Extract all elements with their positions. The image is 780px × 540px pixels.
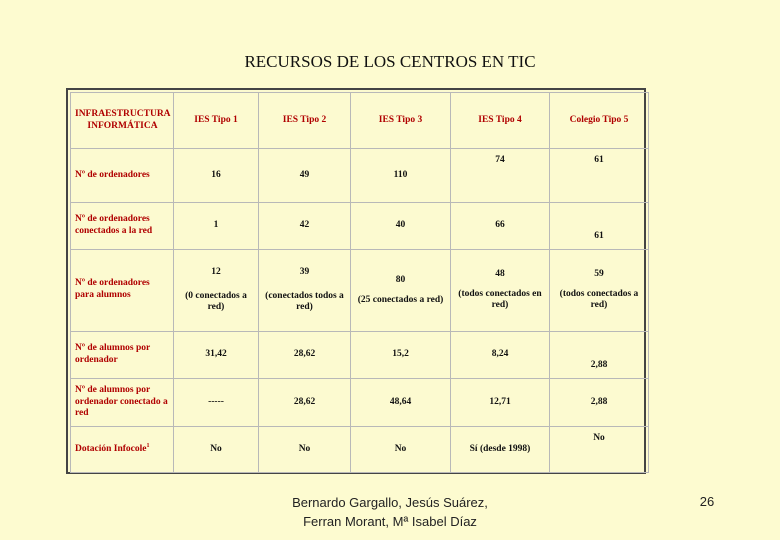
col-header-ies-4: IES Tipo 4 xyxy=(451,93,550,149)
table-cell: 48,64 xyxy=(351,379,451,427)
cell-note: (0 conectados a red) xyxy=(185,290,247,313)
table-cell xyxy=(259,250,351,332)
data-table xyxy=(70,92,649,473)
table-row xyxy=(71,250,649,332)
cell-note: (todos conectados a red) xyxy=(559,288,639,311)
footnote-marker: 1 xyxy=(146,442,150,449)
table-cell: 66 xyxy=(451,203,550,250)
table-cell: 15,2 xyxy=(351,332,451,379)
table-row xyxy=(71,427,649,473)
col-header-ies-2: IES Tipo 2 xyxy=(259,93,351,149)
cell-value: 59 xyxy=(594,268,604,279)
resources-table xyxy=(66,88,646,474)
table-row xyxy=(71,203,649,250)
row-label: Nº de ordenadores para alumnos xyxy=(71,250,174,332)
page-number: 26 xyxy=(699,494,715,509)
cell-value: 39 xyxy=(299,266,310,277)
cell-value: 12 xyxy=(211,266,221,277)
table-cell xyxy=(174,250,259,332)
table-cell: 8,24 xyxy=(451,332,550,379)
table-cell: 2,88 xyxy=(550,379,649,427)
table-cell: ----- xyxy=(174,379,259,427)
table-cell: 49 xyxy=(259,149,351,203)
authors-line-2: Ferran Morant, Mª Isabel Díaz xyxy=(303,513,477,529)
col-header-ies-1: IES Tipo 1 xyxy=(174,93,259,149)
table-cell: 74 xyxy=(451,149,550,203)
corner-line-1: INFRAESTRUCTURA xyxy=(75,108,171,119)
table-cell: No xyxy=(259,427,351,473)
cell-note: (todos conectados en red) xyxy=(458,288,542,311)
table-cell: 1 xyxy=(174,203,259,250)
authors-line-1: Bernardo Gargallo, Jesús Suárez, xyxy=(292,495,488,510)
table-cell xyxy=(351,250,451,332)
corner-header xyxy=(71,93,174,149)
table-cell: Sí (desde 1998) xyxy=(451,427,550,473)
row-label: Nº de ordenadores xyxy=(71,149,174,203)
corner-line-2: INFORMÁTICA xyxy=(87,120,158,131)
row-label: Nº de alumnos por ordenador conectado a red xyxy=(71,379,174,427)
header-row xyxy=(71,93,649,149)
table-cell: 2,88 xyxy=(550,332,649,379)
table-cell xyxy=(451,250,550,332)
table-cell: 28,62 xyxy=(259,332,351,379)
table-cell: 61 xyxy=(550,149,649,203)
table-cell: 12,71 xyxy=(451,379,550,427)
table-cell xyxy=(550,250,649,332)
row-label: Nº de ordenadores conectados a la red xyxy=(71,203,174,250)
table-row xyxy=(71,149,649,203)
table-cell: No xyxy=(351,427,451,473)
table-row xyxy=(71,332,649,379)
row-label: Nº de alumnos por ordenador xyxy=(71,332,174,379)
table-row xyxy=(71,379,649,427)
table-cell: 42 xyxy=(259,203,351,250)
table-cell: 31,42 xyxy=(174,332,259,379)
table-cell: 40 xyxy=(351,203,451,250)
table-cell: 28,62 xyxy=(259,379,351,427)
col-header-ies-3: IES Tipo 3 xyxy=(351,93,451,149)
table-cell: 16 xyxy=(174,149,259,203)
cell-note: (conectados todos a red) xyxy=(265,290,344,313)
footer-authors xyxy=(240,494,540,532)
table-cell: No xyxy=(174,427,259,473)
table-cell: 110 xyxy=(351,149,451,203)
slide-title: RECURSOS DE LOS CENTROS EN TIC xyxy=(244,52,536,71)
col-header-colegio-5: Colegio Tipo 5 xyxy=(550,93,649,149)
cell-value: 80 xyxy=(395,274,406,285)
cell-note: (25 conectados a red) xyxy=(357,294,444,305)
table-cell: No xyxy=(550,427,649,473)
row-label-text: Dotación Infocole xyxy=(75,444,147,455)
table-cell: 61 xyxy=(550,203,649,250)
cell-value: 48 xyxy=(495,268,505,279)
row-label xyxy=(71,427,174,473)
